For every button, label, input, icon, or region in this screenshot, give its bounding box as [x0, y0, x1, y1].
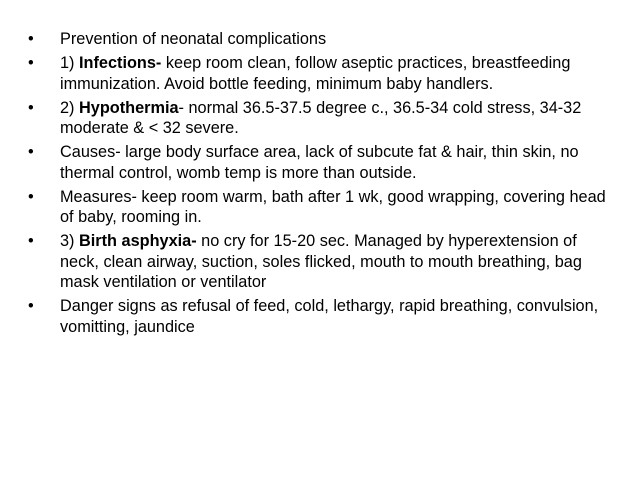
bullet-text: keep room clean, follow aseptic practices, breastfeeding immunization. Avoid bottle feeding, minimum baby handlers. — [60, 53, 571, 93]
bullet-bold-term: Infections- — [79, 53, 162, 72]
bullet-item-birth-asphyxia — [28, 231, 618, 293]
bullet-item-infections — [28, 53, 618, 94]
bullet-dot: • — [28, 98, 34, 117]
bullet-text: Prevention of neonatal complications — [60, 30, 327, 48]
bullet-bold-term: Hypothermia — [79, 98, 179, 117]
bullet-prefix: 3) — [60, 232, 80, 251]
bullet-bold-term: Birth asphyxia- — [79, 232, 197, 251]
bullet-text: - normal 36.5-37.5 degree c., 36.5-34 cold stress, 34-32 moderate & < 32 severe. — [60, 98, 582, 138]
bullet-list — [28, 29, 618, 341]
bullet-dot: • — [28, 297, 34, 316]
bullet-item-measures — [28, 187, 618, 228]
bullet-item-prevention — [28, 29, 618, 50]
bullet-text: Causes- large body surface area, lack of subcute fat & hair, thin skin, no thermal control, womb temp is more than outside. — [60, 143, 579, 182]
bullet-dot: • — [28, 53, 34, 72]
bullet-text: no cry for 15-20 sec. Managed by hyperextension of neck, clean airway, suction, soles flicked, mouth to mouth breathing, bag mask ventilation or ventilator — [60, 232, 582, 292]
bullet-dot: • — [28, 143, 34, 162]
bullet-text: Danger signs as refusal of feed, cold, lethargy, rapid breathing, convulsion, vomitting, jaundice — [60, 297, 599, 337]
bullet-item-danger-signs — [28, 296, 618, 337]
bullet-item-hypothermia — [28, 98, 618, 139]
bullet-dot: • — [28, 30, 34, 48]
bullet-dot: • — [28, 187, 34, 206]
bullet-item-causes — [28, 142, 618, 183]
bullet-dot: • — [28, 232, 34, 251]
bullet-prefix: 2) — [60, 98, 80, 117]
bullet-text: Measures- keep room warm, bath after 1 wk, good wrapping, covering head of baby, rooming in. — [60, 187, 606, 227]
bullet-prefix: 1) — [60, 53, 80, 72]
